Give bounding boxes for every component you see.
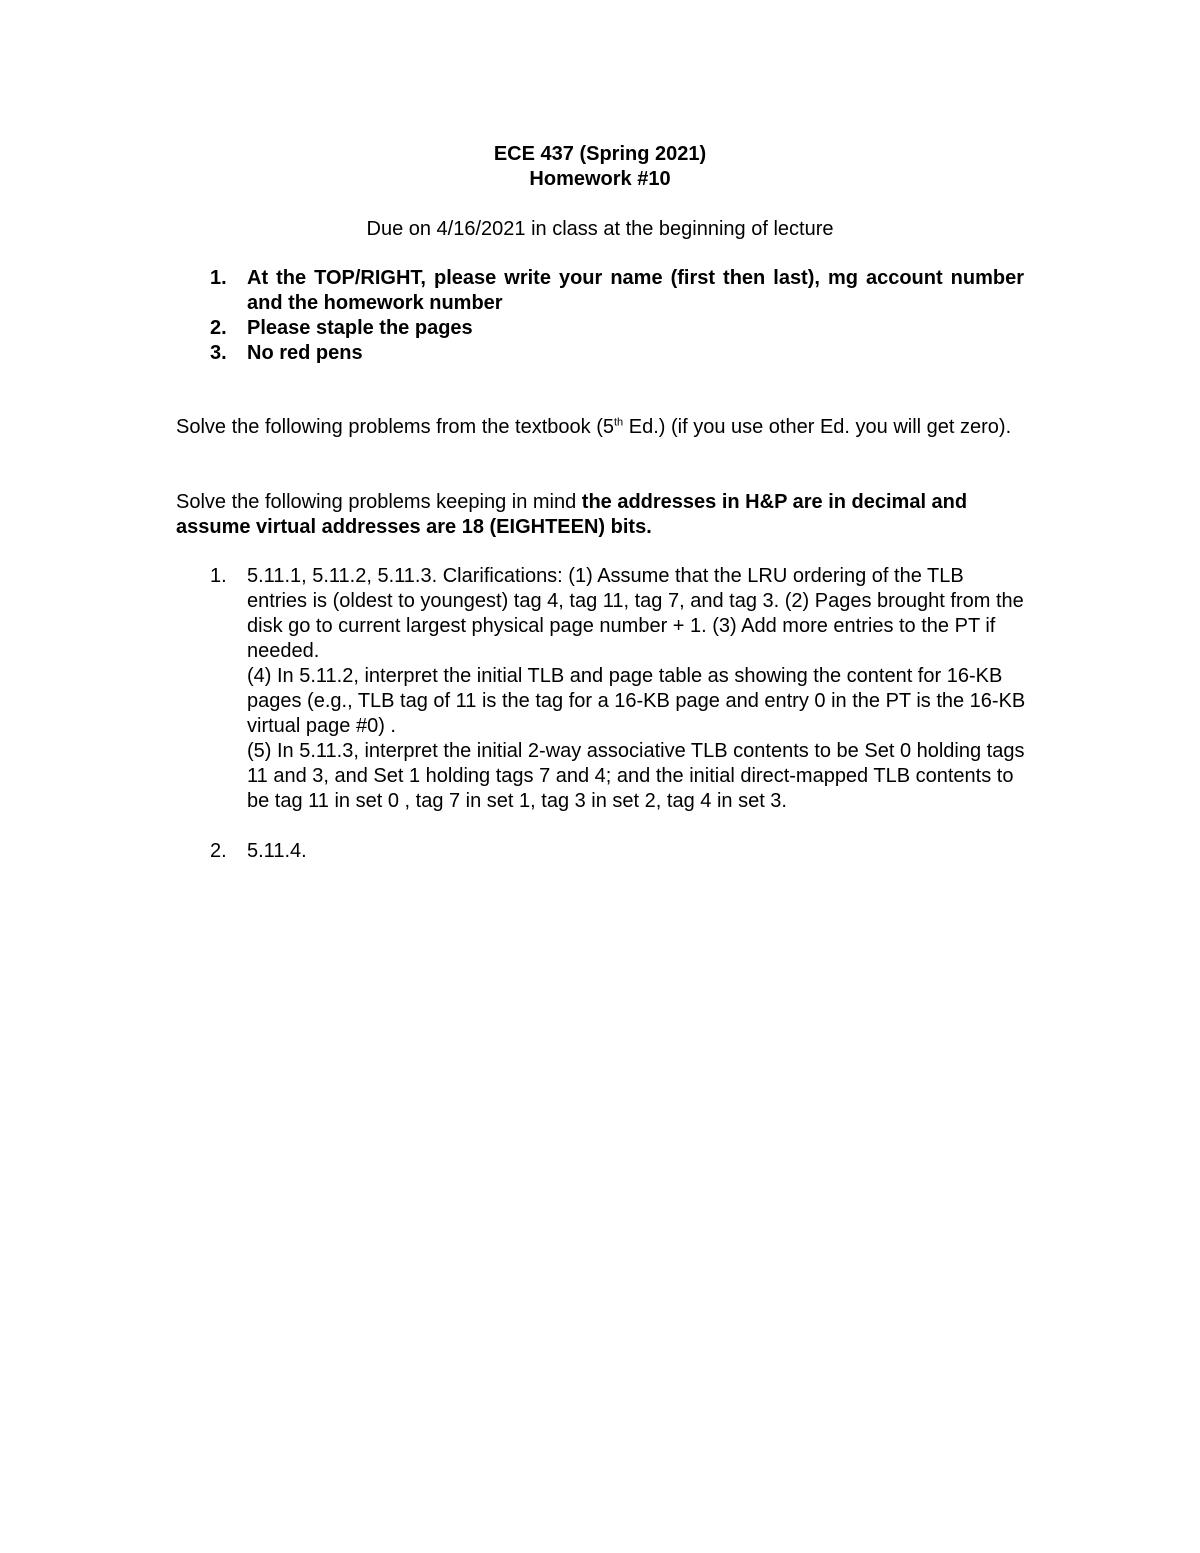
instruction-item bbox=[176, 341, 1024, 366]
addresses-text-bold: the addresses in H&P are in decimal and assume virtual addresses are 18 (EIGHTEEN) bits. bbox=[176, 491, 968, 538]
addresses-paragraph bbox=[176, 490, 1026, 540]
instruction-text: Please staple the pages bbox=[247, 317, 473, 339]
clarification-5: (5) In 5.11.3, interpret the initial 2-way associative TLB contents to be Set 0 holding tags 11 and 3, and Set 1 holding tags 7 and 4; and the initial direct-mapped TLB contents to be tag 11 in set 0 , tag 7 in set 1, tag 3 in set 2, tag 4 in set 3. bbox=[247, 740, 1025, 812]
instruction-number: 2. bbox=[210, 317, 227, 339]
edition-superscript: th bbox=[614, 416, 624, 429]
instruction-item bbox=[176, 266, 1024, 316]
problem-item bbox=[176, 564, 1026, 814]
due-date-line: Due on 4/16/2021 in class at the beginning of lecture bbox=[366, 218, 834, 240]
textbook-paragraph bbox=[176, 415, 1026, 440]
problems-list bbox=[176, 564, 1026, 889]
instruction-text: No red pens bbox=[247, 342, 363, 364]
instruction-text: At the TOP/RIGHT, please write your name (first then last), mg account number and the homework number bbox=[247, 267, 1024, 314]
problem-text: 5.11.1, 5.11.2, 5.11.3. Clarifications: (1) Assume that the LRU ordering of the TLB entries is (oldest to youngest) tag 4, tag 11, tag 7, and tag 3. (2) Pages brought from the disk go to current largest physical page number + 1. (3) Add more entries to the PT if needed. bbox=[247, 565, 1024, 662]
problem-item bbox=[176, 839, 1026, 864]
problem-number: 2. bbox=[210, 840, 227, 862]
addresses-text-plain: Solve the following problems keeping in mind bbox=[176, 491, 582, 513]
problem-text: 5.11.4. bbox=[247, 840, 307, 862]
instruction-number: 1. bbox=[210, 267, 227, 289]
clarification-4: (4) In 5.11.2, interpret the initial TLB and page table as showing the content for 16-KB pages (e.g., TLB tag of 11 is the tag for a 16-KB page and entry 0 in the PT is the 16-KB virtual page #0) . bbox=[247, 665, 1026, 737]
homework-title: Homework #10 bbox=[529, 168, 671, 190]
instruction-number: 3. bbox=[210, 342, 227, 364]
instructions-list bbox=[176, 266, 1024, 366]
course-title: ECE 437 (Spring 2021) bbox=[493, 143, 707, 165]
problem-number: 1. bbox=[210, 565, 227, 587]
instruction-item bbox=[176, 316, 1024, 341]
document-header bbox=[0, 142, 1200, 192]
textbook-text-before: Solve the following problems from the textbook (5 bbox=[176, 416, 614, 438]
textbook-text-after: Ed.) (if you use other Ed. you will get zero). bbox=[623, 416, 1012, 438]
